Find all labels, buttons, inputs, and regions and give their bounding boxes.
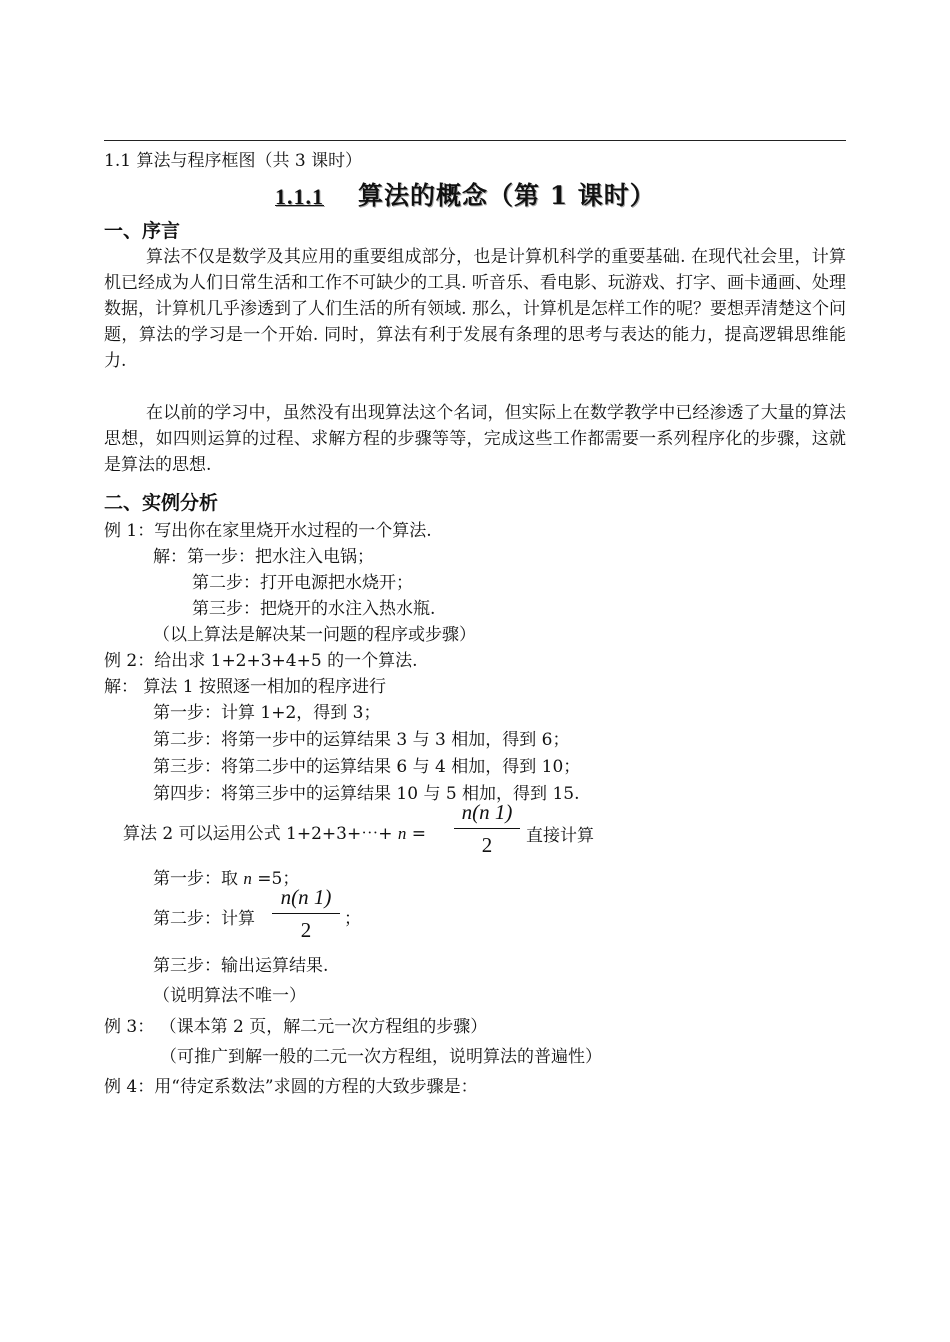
page-title: [275, 176, 656, 212]
fraction-denominator: 2: [300, 918, 312, 942]
step-1-label: 第一步：取: [153, 869, 244, 889]
example-1-question: 例 1：写出你在家里烧开水过程的一个算法.: [104, 521, 432, 541]
section-heading-examples: 二、实例分析: [104, 492, 219, 514]
preface-paragraph-1: 算法不仅是数学及其应用的重要组成部分，也是计算机科学的重要基础. 在现代社会里，计算机已经成为人们日常生活和工作不可缺少的工具. 听音乐、看电影、玩游戏、打字、画卡通画、处理数据，计算机几乎渗透到了人们生活的所有领域. 那么，计算机是怎样工作的呢？要想弄清楚这个问题，算法的学习是一个开始. 同时，算法有利于发展有条理的思考与表达的能力，提高逻辑思维能力.: [104, 247, 846, 371]
example-3-note: （可推广到解一般的二元一次方程组，说明算法的普遍性）: [160, 1047, 602, 1067]
variable-n: n: [397, 824, 407, 843]
fraction-denominator: 2: [481, 833, 493, 857]
method-1-step-4: 第四步：将第三步中的运算结果 10 与 5 相加，得到 15.: [153, 784, 580, 804]
method-2-formula-line: [123, 821, 426, 847]
example-2-method-1: 解： 算法 1 按照逐一相加的程序进行: [104, 677, 387, 697]
chapter-header: 1.1 算法与程序框图（共 3 课时）: [104, 151, 363, 171]
equals-sign: =: [406, 824, 427, 844]
step-1-value: =5；: [251, 869, 300, 889]
method-2-direct-compute: 直接计算: [526, 826, 594, 846]
title-text: 算法的概念（第 1 课时）: [358, 181, 656, 210]
preface-paragraph-2: 在以前的学习中，虽然没有出现算法这个名词，但实际上在数学教学中已经渗透了大量的算法思想，如四则运算的过程、求解方程的步骤等等，完成这些工作都需要一系列程序化的步骤，这就是算法的思想.: [104, 403, 846, 475]
fraction-numerator: n(n 1): [280, 885, 332, 909]
example-4-question: 例 4：用“待定系数法”求圆的方程的大致步骤是：: [104, 1077, 478, 1097]
variable-n: n: [243, 869, 252, 888]
sum-formula-fraction: [454, 800, 520, 858]
example-1-step-2: 第二步：打开电源把水烧开；: [192, 573, 413, 593]
step-2-semicolon: ；: [344, 909, 361, 929]
method-1-step-3: 第三步：将第二步中的运算结果 6 与 4 相加，得到 10；: [153, 757, 581, 777]
header-rule: [104, 140, 846, 141]
fraction-numerator: n(n 1): [461, 800, 513, 824]
method-2-step-3: 第三步：输出运算结果.: [153, 956, 329, 976]
example-3-question: 例 3： （课本第 2 页，解二元一次方程组的步骤）: [104, 1017, 488, 1037]
example-1-step-1: 解：第一步：把水注入电锅；: [153, 547, 374, 567]
example-1-step-3: 第三步：把烧开的水注入热水瓶.: [192, 599, 436, 619]
section-heading-preface: 一、序言: [104, 220, 181, 242]
fraction-bar: [454, 828, 520, 829]
example-1-note: （以上算法是解决某一问题的程序或步骤）: [153, 625, 476, 645]
example-2-note: （说明算法不唯一）: [153, 986, 306, 1006]
fraction-bar: [272, 913, 340, 914]
example-2-question: 例 2：给出求 1+2+3+4+5 的一个算法.: [104, 651, 418, 671]
method-2-step-2: 第二步：计算: [153, 909, 255, 929]
step-2-fraction: [272, 885, 340, 943]
method-1-step-2: 第二步：将第一步中的运算结果 3 与 3 相加，得到 6；: [153, 730, 570, 750]
method-1-step-1: 第一步：计算 1+2，得到 3；: [153, 703, 381, 723]
title-number: 1.1.1: [275, 184, 324, 209]
method-2-intro: 算法 2 可以运用公式 1+2+3+⋯+: [123, 824, 398, 844]
